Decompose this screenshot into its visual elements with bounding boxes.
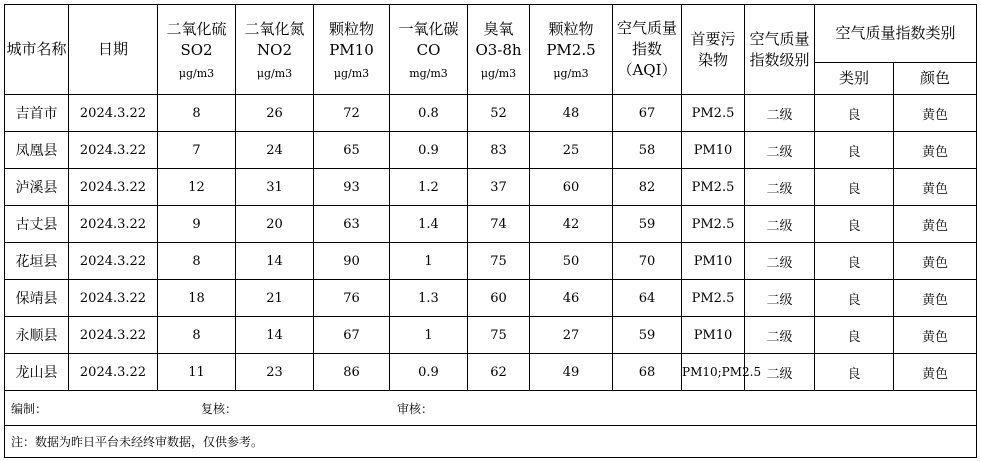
cell-aqi: 68 — [613, 354, 682, 391]
cell-level: 二级 — [745, 280, 815, 317]
reviewer-label: 复核： — [201, 401, 238, 416]
cell-primary: PM2.5 — [682, 206, 745, 243]
cell-o3: 62 — [468, 354, 530, 391]
table-row — [5, 95, 977, 132]
header-city — [5, 5, 69, 95]
table-row — [5, 169, 977, 206]
co-code: CO — [416, 40, 441, 59]
cell-no2: 23 — [236, 354, 314, 391]
cell-city: 凤凰县 — [5, 132, 69, 169]
table-row — [5, 354, 977, 391]
so2-name: 二氧化硫 — [166, 19, 227, 38]
header-level — [745, 5, 815, 95]
cell-color: 黄色 — [894, 317, 977, 354]
cell-primary: PM2.5 — [682, 169, 745, 206]
pm10-name: 颗粒物 — [328, 19, 374, 38]
auditor-label: 审核： — [397, 401, 434, 416]
cell-no2: 14 — [236, 243, 314, 280]
cell-color: 黄色 — [894, 95, 977, 132]
header-date-label: 日期 — [97, 40, 128, 58]
table-row — [5, 206, 977, 243]
cell-level: 二级 — [745, 95, 815, 132]
cell-city: 泸溪县 — [5, 169, 69, 206]
aqi-line3: （AQI） — [617, 61, 677, 79]
cell-color: 黄色 — [894, 243, 977, 280]
primary-line2: 染物 — [697, 50, 728, 69]
cell-level: 二级 — [745, 132, 815, 169]
header-date — [69, 5, 158, 95]
cell-level: 二级 — [745, 354, 815, 391]
cell-o3: 52 — [468, 95, 530, 132]
cell-city: 保靖县 — [5, 280, 69, 317]
cell-date: 2024.3.22 — [69, 132, 158, 169]
cell-so2: 8 — [158, 95, 236, 132]
header-so2 — [158, 5, 236, 95]
cell-o3: 60 — [468, 280, 530, 317]
cell-so2: 11 — [158, 354, 236, 391]
cell-city: 花垣县 — [5, 243, 69, 280]
pm10-unit: μg/m3 — [333, 66, 370, 80]
cell-o3: 75 — [468, 243, 530, 280]
cell-category: 良 — [815, 169, 894, 206]
cell-date: 2024.3.22 — [69, 169, 158, 206]
o3-name: 臭氧 — [483, 19, 514, 38]
cell-primary: PM10;PM2.5 — [682, 354, 745, 391]
header-pm10 — [314, 5, 390, 95]
cell-aqi: 58 — [613, 132, 682, 169]
cell-date: 2024.3.22 — [69, 280, 158, 317]
sign-cell — [5, 391, 977, 426]
cell-level: 二级 — [745, 169, 815, 206]
cell-category: 良 — [815, 132, 894, 169]
cell-category: 良 — [815, 206, 894, 243]
header-aqi — [613, 5, 682, 95]
cell-pm25: 42 — [530, 206, 613, 243]
cell-pm25: 48 — [530, 95, 613, 132]
cell-o3: 83 — [468, 132, 530, 169]
cell-color: 黄色 — [894, 354, 977, 391]
cell-pm10: 90 — [314, 243, 390, 280]
cell-aqi: 59 — [613, 206, 682, 243]
cell-no2: 14 — [236, 317, 314, 354]
header-co — [390, 5, 468, 95]
cell-level: 二级 — [745, 206, 815, 243]
so2-code: SO2 — [180, 40, 213, 59]
pm25-unit: μg/m3 — [553, 66, 589, 80]
cell-co: 1.3 — [390, 280, 468, 317]
header-color — [894, 63, 977, 95]
cell-aqi: 59 — [613, 317, 682, 354]
color-label: 颜色 — [920, 69, 951, 87]
cell-category: 良 — [815, 95, 894, 132]
cell-primary: PM10 — [682, 132, 745, 169]
sign-row — [5, 391, 977, 426]
cell-co: 1 — [390, 317, 468, 354]
cell-aqi: 67 — [613, 95, 682, 132]
cell-co: 1.4 — [390, 206, 468, 243]
cell-color: 黄色 — [894, 169, 977, 206]
no2-unit: μg/m3 — [256, 66, 293, 80]
cell-level: 二级 — [745, 317, 815, 354]
cell-co: 1 — [390, 243, 468, 280]
air-quality-table — [4, 4, 977, 458]
note-text: 注：数据为昨日平台未经终审数据，仅供参考。 — [11, 435, 264, 449]
cell-pm10: 72 — [314, 95, 390, 132]
table-row — [5, 243, 977, 280]
cell-date: 2024.3.22 — [69, 243, 158, 280]
o3-unit: μg/m3 — [480, 66, 517, 80]
cell-o3: 37 — [468, 169, 530, 206]
cell-no2: 24 — [236, 132, 314, 169]
cell-no2: 20 — [236, 206, 314, 243]
header-category — [815, 63, 894, 95]
cell-pm25: 50 — [530, 243, 613, 280]
cell-so2: 7 — [158, 132, 236, 169]
cell-co: 1.2 — [390, 169, 468, 206]
header-pm25 — [530, 5, 613, 95]
category-group-label: 空气质量指数类别 — [835, 24, 956, 42]
cell-so2: 8 — [158, 317, 236, 354]
aqi-line2: 指数 — [631, 40, 662, 58]
editor-label: 编制： — [11, 401, 48, 416]
cell-so2: 9 — [158, 206, 236, 243]
cell-primary: PM2.5 — [682, 95, 745, 132]
cell-aqi: 70 — [613, 243, 682, 280]
cell-primary: PM10 — [682, 243, 745, 280]
cell-so2: 18 — [158, 280, 236, 317]
cell-date: 2024.3.22 — [69, 317, 158, 354]
level-line2: 指数级别 — [749, 50, 810, 69]
cell-pm25: 49 — [530, 354, 613, 391]
cell-color: 黄色 — [894, 132, 977, 169]
cell-no2: 21 — [236, 280, 314, 317]
header-row-1 — [5, 5, 977, 63]
cell-pm10: 63 — [314, 206, 390, 243]
cell-pm10: 65 — [314, 132, 390, 169]
cell-city: 吉首市 — [5, 95, 69, 132]
so2-unit: μg/m3 — [178, 66, 215, 80]
table-body — [5, 95, 977, 391]
cell-level: 二级 — [745, 243, 815, 280]
table-row — [5, 132, 977, 169]
cell-pm25: 25 — [530, 132, 613, 169]
cell-pm10: 86 — [314, 354, 390, 391]
cell-city: 龙山县 — [5, 354, 69, 391]
cell-city: 永顺县 — [5, 317, 69, 354]
note-row — [5, 426, 977, 458]
cell-co: 0.8 — [390, 95, 468, 132]
cell-color: 黄色 — [894, 206, 977, 243]
pm10-code: PM10 — [329, 40, 374, 59]
cell-co: 0.9 — [390, 132, 468, 169]
cell-so2: 12 — [158, 169, 236, 206]
pm25-name: 颗粒物 — [548, 19, 594, 38]
level-line1: 空气质量 — [749, 29, 810, 48]
cell-pm10: 93 — [314, 169, 390, 206]
cell-date: 2024.3.22 — [69, 206, 158, 243]
cell-category: 良 — [815, 317, 894, 354]
header-category-group — [815, 5, 977, 63]
note-cell — [5, 426, 977, 458]
cell-aqi: 82 — [613, 169, 682, 206]
cell-category: 良 — [815, 354, 894, 391]
header-o3 — [468, 5, 530, 95]
cell-date: 2024.3.22 — [69, 95, 158, 132]
cell-o3: 74 — [468, 206, 530, 243]
cell-city: 古丈县 — [5, 206, 69, 243]
table-row — [5, 280, 977, 317]
cell-o3: 75 — [468, 317, 530, 354]
cell-pm25: 46 — [530, 280, 613, 317]
table-row — [5, 317, 977, 354]
cell-primary: PM10 — [682, 317, 745, 354]
primary-line1: 首要污 — [690, 29, 736, 48]
co-name: 一氧化碳 — [398, 19, 459, 38]
cell-date: 2024.3.22 — [69, 354, 158, 391]
cell-no2: 31 — [236, 169, 314, 206]
o3-code: O3-8h — [475, 40, 522, 59]
cell-category: 良 — [815, 243, 894, 280]
cell-aqi: 64 — [613, 280, 682, 317]
header-no2 — [236, 5, 314, 95]
cell-so2: 8 — [158, 243, 236, 280]
no2-code: NO2 — [257, 40, 292, 59]
no2-name: 二氧化氮 — [244, 19, 305, 38]
header-city-label: 城市名称 — [6, 40, 67, 58]
co-unit: mg/m3 — [409, 66, 448, 80]
cell-pm10: 67 — [314, 317, 390, 354]
cell-primary: PM2.5 — [682, 280, 745, 317]
pm25-code: PM2.5 — [546, 40, 596, 59]
category-label: 类别 — [838, 69, 869, 87]
cell-co: 0.9 — [390, 354, 468, 391]
cell-pm10: 76 — [314, 280, 390, 317]
cell-category: 良 — [815, 280, 894, 317]
cell-no2: 26 — [236, 95, 314, 132]
header-primary — [682, 5, 745, 95]
cell-pm25: 27 — [530, 317, 613, 354]
aqi-line1: 空气质量 — [616, 19, 677, 37]
cell-pm25: 60 — [530, 169, 613, 206]
cell-color: 黄色 — [894, 280, 977, 317]
